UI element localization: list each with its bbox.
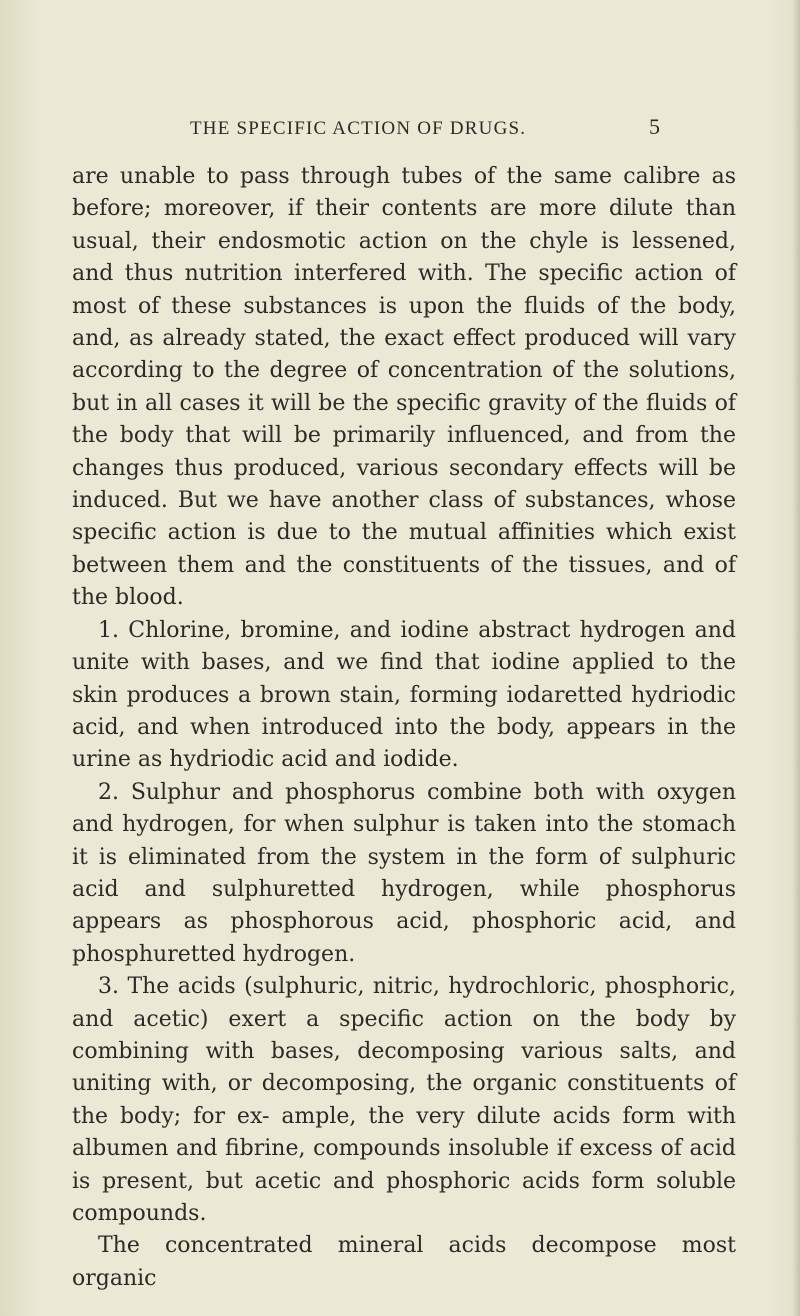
paragraph-concentrated-acids: The concentrated mineral acids decompose most organic — [72, 1233, 736, 1291]
paragraph-item-1: 1. Chlorine, bromine, and iodine abstract hydrogen and unite with bases, and we find that iodine applied to the skin produces a brown stain, forming iodaretted hydriodic acid, and when introduced into the body, appears in the urine as hydriodic acid and iodide. — [72, 617, 736, 773]
running-header — [190, 114, 660, 140]
page-edge-shadow — [792, 0, 800, 1316]
paragraph-item-3: 3. The acids (sulphuric, nitric, hydrochloric, phosphoric, and acetic) exert a specific action on the body by combining with bases, decomposing various salts, and uniting with, or decomposing, the organic constituents of the body; for ex- ample, the very dilute acids form with albumen and fibrine, compounds insoluble if excess of acid is present, but acetic and phosphoric acids form soluble compounds. — [72, 974, 736, 1226]
running-title: THE SPECIFIC ACTION OF DRUGS. — [190, 118, 527, 139]
paragraph-continuation: are unable to pass through tubes of the same calibre as before; moreover, if their contents are more dilute than usual, their endosmotic action on the chyle is lessened, and thus nutrition interfered with. The specific action of most of these substances is upon the fluids of the body, and, as already stated, the exact effect produced will vary according to the degree of concentration of the solutions, but in all cases it will be the specific gravity of the fluids of the body that will be primarily influenced, and from the changes thus produced, various secondary effects will be induced. But we have another class of substances, whose specific action is due to the mutual affinities which exist between them and the constituents of the tissues, and of the blood. — [72, 164, 736, 611]
page-number: 5 — [649, 114, 660, 139]
paragraph-item-2: 2. Sulphur and phosphorus combine both with oxygen and hydrogen, for when sulphur is taken into the stomach it is eliminated from the system in the form of sulphuric acid and sulphuretted hydrogen, while phosphorus appears as phosphorous acid, phosphoric acid, and phosphuretted hydrogen. — [72, 779, 736, 967]
body-text — [72, 161, 736, 1295]
